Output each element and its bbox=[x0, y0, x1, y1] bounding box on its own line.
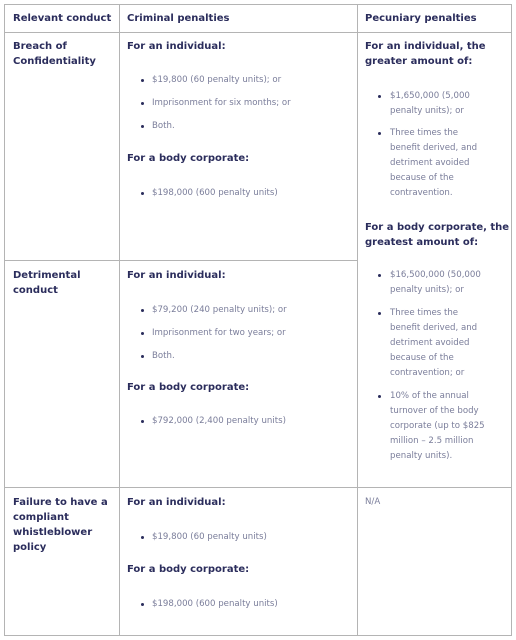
bullet bbox=[378, 274, 381, 277]
list-item: detriment avoided bbox=[390, 338, 470, 348]
row-label-breach: Breach of bbox=[13, 41, 67, 52]
list-item: $79,200 (240 penalty units); or bbox=[152, 305, 287, 315]
list-item: million – 2.5 million bbox=[390, 436, 474, 446]
list-item: penalty units); or bbox=[390, 106, 464, 116]
bullet bbox=[378, 395, 381, 398]
list-item: penalty units). bbox=[390, 451, 453, 461]
list-item: $19,800 (60 penalty units) bbox=[152, 532, 267, 542]
row-label-failure: Failure to have a bbox=[13, 497, 108, 508]
bullet bbox=[141, 355, 144, 358]
list-item: penalty units); or bbox=[390, 285, 464, 295]
list-item: because of the bbox=[390, 173, 454, 183]
list-item: $19,800 (60 penalty units); or bbox=[152, 75, 282, 85]
row-label-detrimental: Detrimental bbox=[13, 270, 81, 281]
list-item: Both. bbox=[152, 121, 175, 131]
list-item: $792,000 (2,400 penalty units) bbox=[152, 416, 286, 426]
header-divider bbox=[5, 32, 511, 33]
pecuniary-corporate-heading: greatest amount of: bbox=[365, 237, 479, 248]
column-divider-2 bbox=[357, 5, 358, 635]
list-item: Imprisonment for two years; or bbox=[152, 328, 286, 338]
criminal-individual-heading: For an individual: bbox=[127, 270, 226, 281]
bullet bbox=[141, 420, 144, 423]
penalties-table bbox=[4, 4, 512, 636]
list-item: contravention; or bbox=[390, 368, 465, 378]
header-relevant-conduct: Relevant conduct bbox=[13, 13, 112, 24]
list-item: $198,000 (600 penalty units) bbox=[152, 599, 278, 609]
row-label-breach: Confidentiality bbox=[13, 56, 96, 67]
pecuniary-corporate-heading: For a body corporate, the bbox=[365, 222, 510, 233]
list-item: 10% of the annual bbox=[390, 391, 469, 401]
bullet bbox=[141, 125, 144, 128]
bullet bbox=[141, 192, 144, 195]
bullet bbox=[141, 102, 144, 105]
bullet bbox=[378, 95, 381, 98]
criminal-corporate-heading: For a body corporate: bbox=[127, 153, 250, 164]
pecuniary-na: N/A bbox=[365, 497, 381, 507]
bullet bbox=[141, 536, 144, 539]
criminal-individual-heading: For an individual: bbox=[127, 41, 226, 52]
bullet bbox=[378, 312, 381, 315]
list-item: corporate (up to $825 bbox=[390, 421, 485, 431]
list-item: benefit derived, and bbox=[390, 323, 478, 333]
row-divider-2 bbox=[5, 487, 511, 488]
criminal-corporate-heading: For a body corporate: bbox=[127, 382, 250, 393]
list-item: Both. bbox=[152, 351, 175, 361]
row-divider-1 bbox=[5, 260, 358, 261]
row-label-failure: whistleblower bbox=[13, 527, 93, 538]
bullet bbox=[141, 309, 144, 312]
list-item: $198,000 (600 penalty units) bbox=[152, 188, 278, 198]
list-item: benefit derived, and bbox=[390, 143, 478, 153]
list-item: detriment avoided bbox=[390, 158, 470, 168]
pecuniary-individual-heading: For an individual, the bbox=[365, 41, 486, 52]
criminal-corporate-heading: For a body corporate: bbox=[127, 564, 250, 575]
list-item: Three times the bbox=[390, 128, 459, 138]
pecuniary-individual-heading: greater amount of: bbox=[365, 56, 473, 67]
list-item: turnover of the body bbox=[390, 406, 479, 416]
list-item: because of the bbox=[390, 353, 454, 363]
list-item: Imprisonment for six months; or bbox=[152, 98, 291, 108]
list-item: $16,500,000 (50,000 bbox=[390, 270, 481, 280]
row-label-failure: compliant bbox=[13, 512, 69, 523]
bullet bbox=[141, 603, 144, 606]
list-item: contravention. bbox=[390, 188, 453, 198]
bullet bbox=[378, 132, 381, 135]
row-label-detrimental: conduct bbox=[13, 285, 58, 296]
bullet bbox=[141, 332, 144, 335]
bullet bbox=[141, 79, 144, 82]
column-divider-1 bbox=[119, 5, 120, 635]
header-pecuniary-penalties: Pecuniary penalties bbox=[365, 13, 477, 24]
header-criminal-penalties: Criminal penalties bbox=[127, 13, 230, 24]
list-item: Three times the bbox=[390, 308, 459, 318]
row-label-failure: policy bbox=[13, 542, 47, 553]
criminal-individual-heading: For an individual: bbox=[127, 497, 226, 508]
list-item: $1,650,000 (5,000 bbox=[390, 91, 470, 101]
